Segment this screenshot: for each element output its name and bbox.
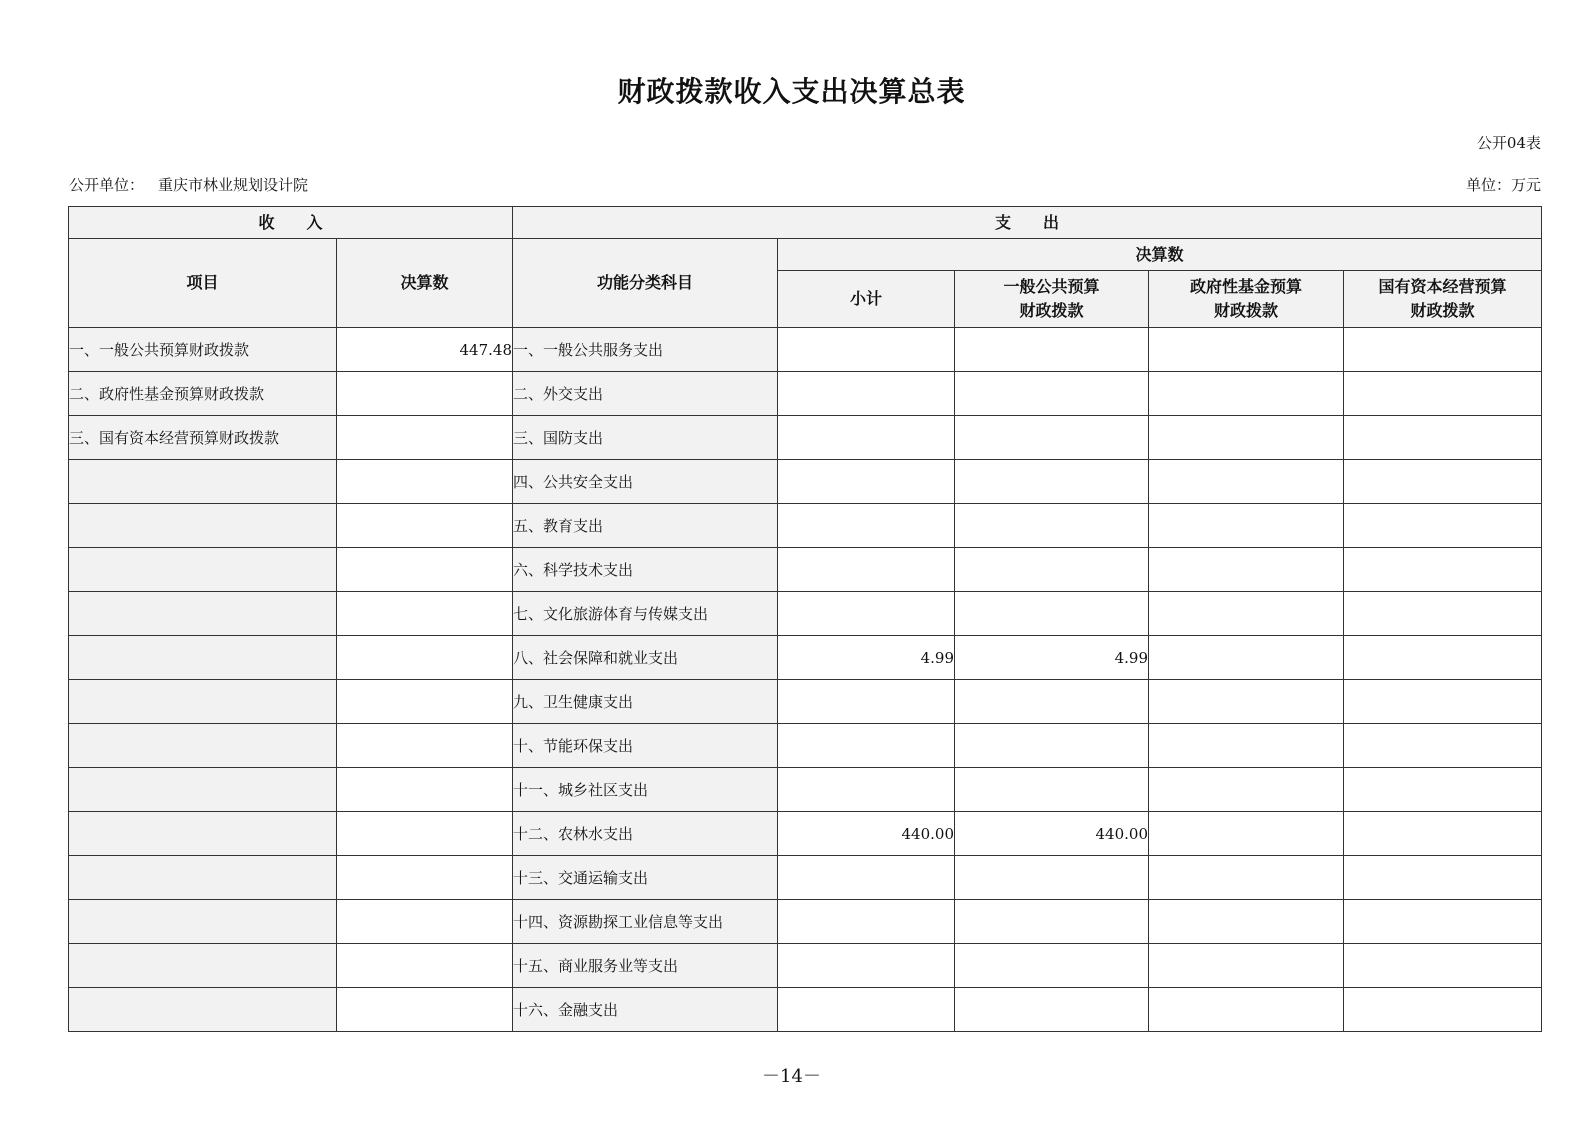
subtotal-cell: 4.99 (778, 636, 955, 680)
income-item-cell: 三、国有资本经营预算财政拨款 (69, 416, 337, 460)
col-general-line2: 财政拨款 (1019, 301, 1084, 320)
table-row (69, 504, 1542, 548)
fund-budget-cell (1149, 944, 1344, 988)
table-row (69, 724, 1542, 768)
fund-budget-cell (1149, 592, 1344, 636)
function-item-cell: 二、外交支出 (513, 372, 778, 416)
table-row (69, 768, 1542, 812)
fund-budget-cell (1149, 548, 1344, 592)
reporting-unit (69, 174, 308, 195)
fund-budget-cell (1149, 988, 1344, 1032)
function-item-cell: 十四、资源勘探工业信息等支出 (513, 900, 778, 944)
table-row (69, 680, 1542, 724)
col-fund-line2: 财政拨款 (1214, 301, 1279, 320)
budget-summary-table (68, 206, 1542, 1032)
fund-budget-cell (1149, 504, 1344, 548)
col-function-header: 功能分类科目 (513, 239, 778, 328)
general-budget-cell: 4.99 (955, 636, 1149, 680)
table-row (69, 812, 1542, 856)
general-budget-cell (955, 724, 1149, 768)
soe-budget-cell (1344, 328, 1542, 372)
income-item-cell (69, 592, 337, 636)
fund-budget-cell (1149, 416, 1344, 460)
soe-budget-cell (1344, 812, 1542, 856)
soe-budget-cell (1344, 680, 1542, 724)
subtotal-cell (778, 900, 955, 944)
income-amount-cell (337, 944, 513, 988)
general-budget-cell (955, 768, 1149, 812)
income-item-cell: 二、政府性基金预算财政拨款 (69, 372, 337, 416)
fund-budget-cell (1149, 636, 1344, 680)
general-budget-cell (955, 680, 1149, 724)
general-budget-cell (955, 548, 1149, 592)
general-budget-cell (955, 504, 1149, 548)
table-row (69, 900, 1542, 944)
fund-budget-cell (1149, 328, 1344, 372)
income-item-cell (69, 724, 337, 768)
general-budget-cell (955, 416, 1149, 460)
table-row (69, 372, 1542, 416)
income-item-cell (69, 768, 337, 812)
table-row (69, 416, 1542, 460)
function-item-cell: 十二、农林水支出 (513, 812, 778, 856)
subtotal-cell (778, 680, 955, 724)
function-item-cell: 七、文化旅游体育与传媒支出 (513, 592, 778, 636)
income-amount-cell (337, 548, 513, 592)
soe-budget-cell (1344, 856, 1542, 900)
soe-budget-cell (1344, 988, 1542, 1032)
subtotal-cell (778, 416, 955, 460)
col-final-group-header: 决算数 (778, 239, 1542, 271)
subtotal-cell (778, 504, 955, 548)
col-amount-header: 决算数 (337, 239, 513, 328)
soe-budget-cell (1344, 900, 1542, 944)
income-amount-cell (337, 768, 513, 812)
function-item-cell: 十一、城乡社区支出 (513, 768, 778, 812)
income-item-cell (69, 944, 337, 988)
general-budget-cell (955, 900, 1149, 944)
income-amount-cell (337, 856, 513, 900)
income-item-cell (69, 636, 337, 680)
income-amount-cell (337, 680, 513, 724)
soe-budget-cell (1344, 372, 1542, 416)
subtotal-cell (778, 856, 955, 900)
table-row (69, 328, 1542, 372)
table-row (69, 856, 1542, 900)
function-item-cell: 八、社会保障和就业支出 (513, 636, 778, 680)
income-amount-cell (337, 988, 513, 1032)
income-item-cell (69, 856, 337, 900)
general-budget-cell (955, 592, 1149, 636)
col-fund-line1: 政府性基金预算 (1190, 277, 1303, 296)
function-item-cell: 九、卫生健康支出 (513, 680, 778, 724)
table-row (69, 548, 1542, 592)
fund-budget-cell (1149, 680, 1344, 724)
fund-budget-cell (1149, 900, 1344, 944)
income-amount-cell (337, 812, 513, 856)
subtotal-cell (778, 548, 955, 592)
general-budget-cell (955, 460, 1149, 504)
reporting-unit-label: 公开单位： (69, 176, 145, 194)
table-row (69, 988, 1542, 1032)
general-budget-cell: 440.00 (955, 812, 1149, 856)
table-row (69, 460, 1542, 504)
fund-budget-cell (1149, 372, 1344, 416)
col-general-line1: 一般公共预算 (1003, 277, 1100, 296)
function-item-cell: 十三、交通运输支出 (513, 856, 778, 900)
subtotal-cell (778, 988, 955, 1032)
soe-budget-cell (1344, 548, 1542, 592)
reporting-unit-name: 重庆市林业规划设计院 (158, 176, 309, 194)
col-soe-header (1344, 271, 1542, 328)
income-item-cell (69, 548, 337, 592)
income-amount-cell (337, 460, 513, 504)
income-item-cell (69, 680, 337, 724)
soe-budget-cell (1344, 504, 1542, 548)
soe-budget-cell (1344, 460, 1542, 504)
income-item-cell (69, 504, 337, 548)
table-row (69, 944, 1542, 988)
col-item-header: 项目 (69, 239, 337, 328)
fund-budget-cell (1149, 768, 1344, 812)
income-amount-cell (337, 592, 513, 636)
page-title: 财政拨款收入支出决算总表 (617, 75, 966, 108)
function-item-cell: 一、一般公共服务支出 (513, 328, 778, 372)
function-item-cell: 五、教育支出 (513, 504, 778, 548)
soe-budget-cell (1344, 724, 1542, 768)
subtotal-cell: 440.00 (778, 812, 955, 856)
fund-budget-cell (1149, 812, 1344, 856)
soe-budget-cell (1344, 768, 1542, 812)
subtotal-cell (778, 944, 955, 988)
col-general-header (955, 271, 1149, 328)
page-number: －14－ (762, 1066, 821, 1087)
function-item-cell: 十五、商业服务业等支出 (513, 944, 778, 988)
fund-budget-cell (1149, 460, 1344, 504)
income-item-cell (69, 812, 337, 856)
expense-header: 支 出 (513, 207, 1542, 239)
general-budget-cell (955, 856, 1149, 900)
general-budget-cell (955, 328, 1149, 372)
function-item-cell: 十六、金融支出 (513, 988, 778, 1032)
col-soe-line2: 财政拨款 (1410, 301, 1475, 320)
income-amount-cell (337, 504, 513, 548)
soe-budget-cell (1344, 416, 1542, 460)
function-item-cell: 四、公共安全支出 (513, 460, 778, 504)
income-amount-cell (337, 636, 513, 680)
fund-budget-cell (1149, 724, 1344, 768)
fund-budget-cell (1149, 856, 1344, 900)
table-row (69, 592, 1542, 636)
soe-budget-cell (1344, 592, 1542, 636)
income-item-cell (69, 900, 337, 944)
subtotal-cell (778, 372, 955, 416)
subtotal-cell (778, 724, 955, 768)
income-amount-cell (337, 900, 513, 944)
subtotal-cell (778, 328, 955, 372)
income-amount-cell (337, 724, 513, 768)
function-item-cell: 六、科学技术支出 (513, 548, 778, 592)
currency-unit: 单位：万元 (1465, 176, 1541, 194)
income-amount-cell (337, 372, 513, 416)
general-budget-cell (955, 372, 1149, 416)
income-header: 收 入 (69, 207, 513, 239)
soe-budget-cell (1344, 636, 1542, 680)
income-amount-cell (337, 416, 513, 460)
col-fund-header (1149, 271, 1344, 328)
general-budget-cell (955, 944, 1149, 988)
income-item-cell (69, 460, 337, 504)
function-item-cell: 三、国防支出 (513, 416, 778, 460)
table-row (69, 636, 1542, 680)
form-code: 公开04表 (1476, 134, 1541, 152)
subtotal-cell (778, 460, 955, 504)
income-item-cell: 一、一般公共预算财政拨款 (69, 328, 337, 372)
soe-budget-cell (1344, 944, 1542, 988)
income-amount-cell: 447.48 (337, 328, 513, 372)
subtotal-cell (778, 768, 955, 812)
function-item-cell: 十、节能环保支出 (513, 724, 778, 768)
col-soe-line1: 国有资本经营预算 (1378, 277, 1507, 296)
subtotal-cell (778, 592, 955, 636)
income-item-cell (69, 988, 337, 1032)
col-subtotal-header: 小计 (778, 271, 955, 328)
general-budget-cell (955, 988, 1149, 1032)
